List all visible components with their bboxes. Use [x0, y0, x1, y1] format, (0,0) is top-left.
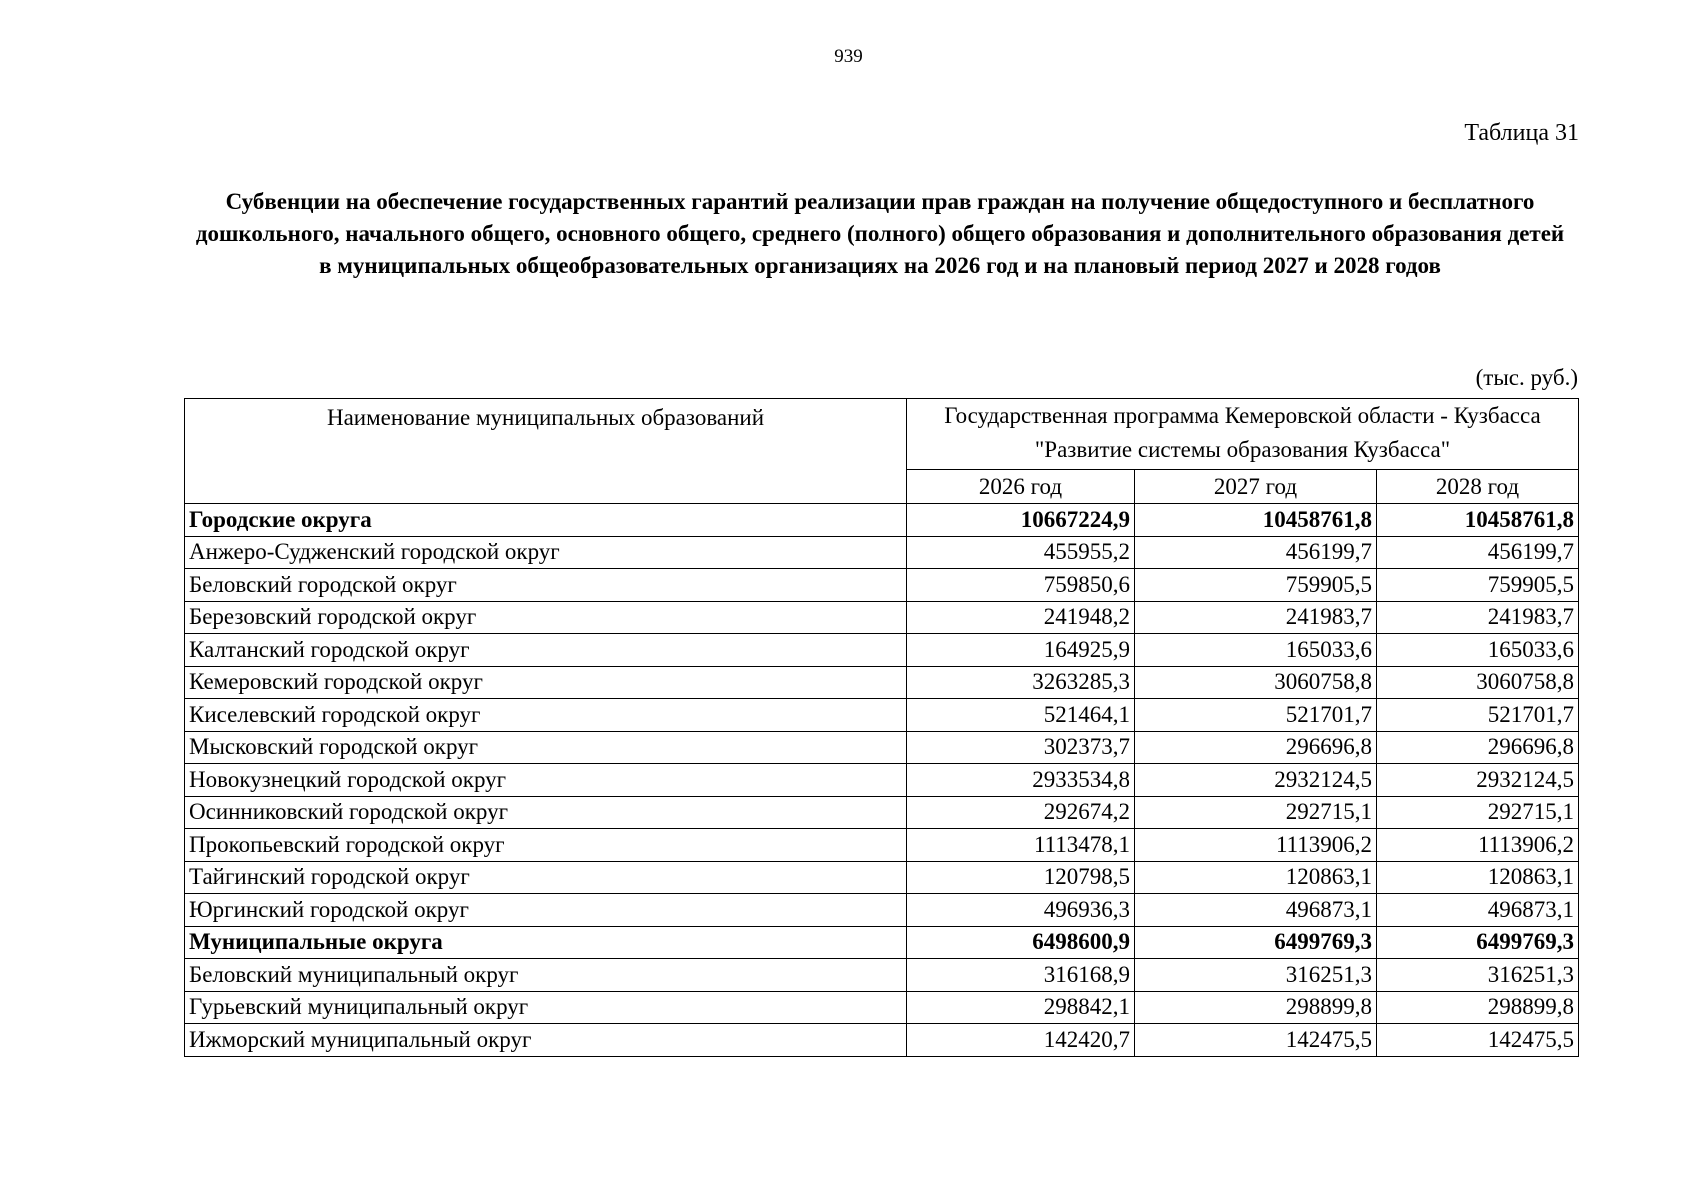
municipality-name-cell: Осинниковский городской округ	[185, 796, 907, 829]
value-2027-cell: 292715,1	[1135, 796, 1377, 829]
value-2028-cell: 3060758,8	[1377, 666, 1579, 699]
value-2026-cell: 164925,9	[907, 634, 1135, 667]
value-2027-cell: 456199,7	[1135, 536, 1377, 569]
value-2027-cell: 1113906,2	[1135, 829, 1377, 862]
value-2028-cell: 6499769,3	[1377, 926, 1579, 959]
table-row	[185, 829, 1579, 862]
table-label: Таблица 31	[1464, 120, 1579, 146]
value-2026-cell: 759850,6	[907, 569, 1135, 602]
municipality-name-cell: Беловский муниципальный округ	[185, 959, 907, 992]
value-2027-cell: 759905,5	[1135, 569, 1377, 602]
municipality-name-cell: Муниципальные округа	[185, 926, 907, 959]
table-body	[185, 504, 1579, 1057]
table-row	[185, 991, 1579, 1024]
municipality-name-cell: Мысковский городской округ	[185, 731, 907, 764]
value-2026-cell: 241948,2	[907, 601, 1135, 634]
municipality-name-cell: Калтанский городской округ	[185, 634, 907, 667]
header-year-2026: 2026 год	[907, 470, 1135, 504]
value-2027-cell: 142475,5	[1135, 1024, 1377, 1057]
value-2027-cell: 3060758,8	[1135, 666, 1377, 699]
value-2026-cell: 302373,7	[907, 731, 1135, 764]
header-municipality-name: Наименование муниципальных образований	[185, 399, 907, 504]
value-2026-cell: 10667224,9	[907, 504, 1135, 537]
table-row	[185, 634, 1579, 667]
value-2026-cell: 142420,7	[907, 1024, 1135, 1057]
value-2027-cell: 316251,3	[1135, 959, 1377, 992]
table-row	[185, 959, 1579, 992]
municipality-name-cell: Киселевский городской округ	[185, 699, 907, 732]
municipality-name-cell: Гурьевский муниципальный округ	[185, 991, 907, 1024]
page-number: 939	[834, 46, 863, 67]
municipality-name-cell: Городские округа	[185, 504, 907, 537]
units-label: (тыс. руб.)	[1475, 365, 1578, 390]
table-row	[185, 894, 1579, 927]
value-2027-cell: 120863,1	[1135, 861, 1377, 894]
value-2028-cell: 496873,1	[1377, 894, 1579, 927]
value-2028-cell: 142475,5	[1377, 1024, 1579, 1057]
value-2028-cell: 298899,8	[1377, 991, 1579, 1024]
municipality-name-cell: Новокузнецкий городской округ	[185, 764, 907, 797]
value-2027-cell: 296696,8	[1135, 731, 1377, 764]
table-row	[185, 699, 1579, 732]
value-2028-cell: 2932124,5	[1377, 764, 1579, 797]
value-2027-cell: 241983,7	[1135, 601, 1377, 634]
table-row	[185, 569, 1579, 602]
header-row-main	[185, 399, 1579, 470]
value-2026-cell: 6498600,9	[907, 926, 1135, 959]
value-2027-cell: 298899,8	[1135, 991, 1377, 1024]
table-row	[185, 1024, 1579, 1057]
value-2027-cell: 6499769,3	[1135, 926, 1377, 959]
value-2026-cell: 1113478,1	[907, 829, 1135, 862]
value-2027-cell: 165033,6	[1135, 634, 1377, 667]
header-state-program: Государственная программа Кемеровской области - Кузбасса "Развитие системы образования Кузбасса"	[907, 399, 1579, 470]
value-2028-cell: 1113906,2	[1377, 829, 1579, 862]
value-2026-cell: 521464,1	[907, 699, 1135, 732]
value-2027-cell: 496873,1	[1135, 894, 1377, 927]
municipality-name-cell: Ижморский муниципальный округ	[185, 1024, 907, 1057]
subvention-table	[184, 398, 1579, 1057]
municipality-name-cell: Березовский городской округ	[185, 601, 907, 634]
table-row	[185, 666, 1579, 699]
value-2027-cell: 2932124,5	[1135, 764, 1377, 797]
document-title: Субвенции на обеспечение государственных гарантий реализации прав граждан на получение общедоступного и бесплатного дошкольного, начального общего, основного общего, среднего (полного) общего образования и дополнительного образования детей в муниципальных общеобразовательных организациях на 2026 год и на плановый период 2027 и 2028 годов	[195, 189, 1565, 278]
table-row	[185, 731, 1579, 764]
value-2028-cell: 241983,7	[1377, 601, 1579, 634]
municipality-name-cell: Беловский городской округ	[185, 569, 907, 602]
value-2026-cell: 455955,2	[907, 536, 1135, 569]
value-2028-cell: 120863,1	[1377, 861, 1579, 894]
header-year-2027: 2027 год	[1135, 470, 1377, 504]
municipality-name-cell: Юргинский городской округ	[185, 894, 907, 927]
header-year-2028: 2028 год	[1377, 470, 1579, 504]
table-row-group-total	[185, 926, 1579, 959]
municipality-name-cell: Тайгинский городской округ	[185, 861, 907, 894]
value-2026-cell: 2933534,8	[907, 764, 1135, 797]
value-2026-cell: 292674,2	[907, 796, 1135, 829]
table-header	[185, 399, 1579, 504]
table-row	[185, 536, 1579, 569]
value-2028-cell: 316251,3	[1377, 959, 1579, 992]
value-2026-cell: 120798,5	[907, 861, 1135, 894]
value-2028-cell: 296696,8	[1377, 731, 1579, 764]
value-2028-cell: 521701,7	[1377, 699, 1579, 732]
table-row	[185, 601, 1579, 634]
value-2026-cell: 3263285,3	[907, 666, 1135, 699]
value-2027-cell: 10458761,8	[1135, 504, 1377, 537]
table-row-group-total	[185, 504, 1579, 537]
municipality-name-cell: Анжеро-Судженский городской округ	[185, 536, 907, 569]
value-2028-cell: 10458761,8	[1377, 504, 1579, 537]
municipality-name-cell: Прокопьевский городской округ	[185, 829, 907, 862]
value-2026-cell: 298842,1	[907, 991, 1135, 1024]
value-2026-cell: 496936,3	[907, 894, 1135, 927]
table-row	[185, 861, 1579, 894]
value-2028-cell: 292715,1	[1377, 796, 1579, 829]
value-2028-cell: 165033,6	[1377, 634, 1579, 667]
value-2028-cell: 759905,5	[1377, 569, 1579, 602]
table-row	[185, 764, 1579, 797]
municipality-name-cell: Кемеровский городской округ	[185, 666, 907, 699]
table-row	[185, 796, 1579, 829]
value-2028-cell: 456199,7	[1377, 536, 1579, 569]
value-2027-cell: 521701,7	[1135, 699, 1377, 732]
value-2026-cell: 316168,9	[907, 959, 1135, 992]
